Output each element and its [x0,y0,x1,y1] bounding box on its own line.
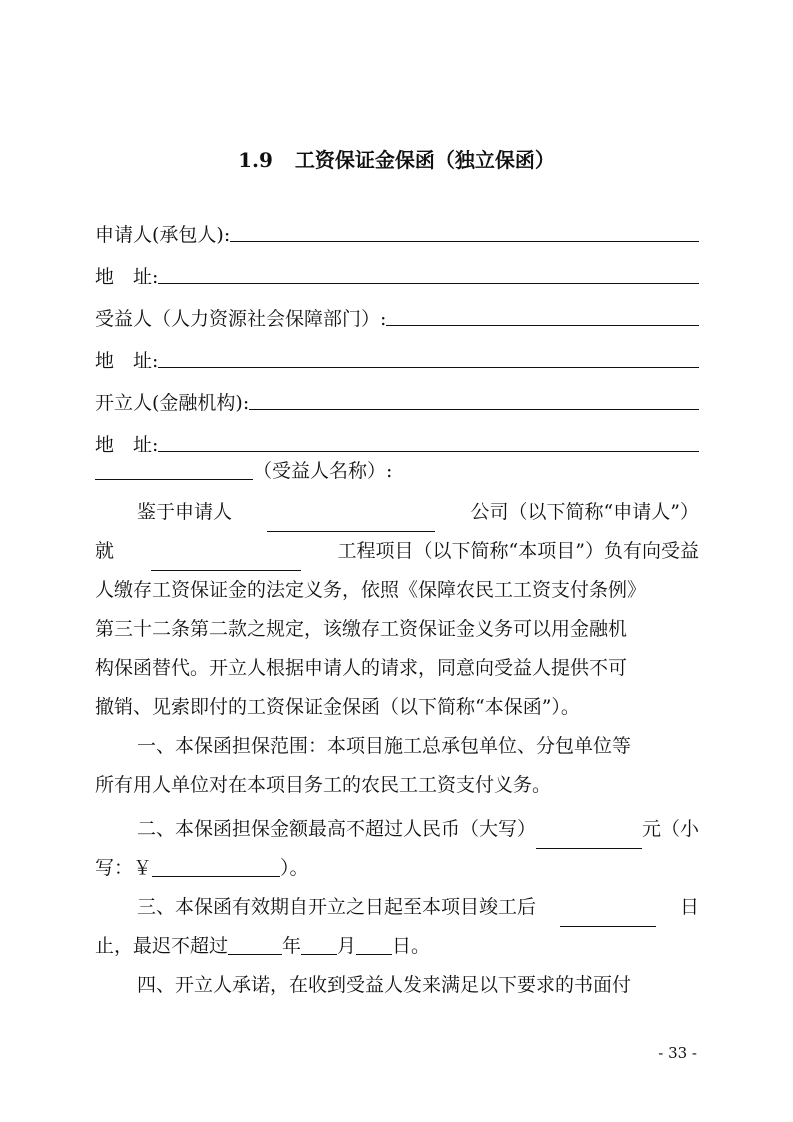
paragraph-amount [95,810,699,888]
applicant-address-label: 地 址: [95,266,159,288]
applicant-address-field [95,260,699,292]
beneficiary-address-label: 地 址: [95,350,159,372]
applicant-field [95,218,699,250]
salutation-line [95,452,699,491]
p5-line1: 四、开立人承诺，在收到受益人发来满足以下要求的书面付 [137,974,632,996]
p4-line2-a: 止，最迟不超过 [95,935,229,957]
p3-line2-a: 写：￥ [95,857,153,879]
p1-line5: 构保函替代。开立人根据申请人的请求，同意向受益人提供不可 [95,657,628,679]
issuer-field [95,386,699,418]
p1-line2-a: 就 [95,540,115,562]
p4-day: 日。 [392,935,431,957]
amount-figures-blank [152,856,280,877]
beneficiary-name-suffix: （受益人名称）: [253,460,393,482]
amount-words-blank [536,828,642,849]
paragraph-scope [95,727,699,805]
project-name-blank [151,550,301,571]
paragraph-preamble [95,493,699,727]
paragraph-validity [95,888,699,966]
p1-line6: 撤销、见索即付的工资保证金保函（以下简称“本保函”）。 [95,696,580,718]
beneficiary-address-blank [158,366,699,368]
p3-line1-b: 元（小 [641,818,699,840]
issuer-label: 开立人(金融机构): [95,392,250,414]
p1-line4: 第三十二条第二款之规定，该缴存工资保证金义务可以用金融机 [95,618,628,640]
month-blank [301,934,337,955]
company-name-blank [267,511,435,532]
title-number: 1.9 [238,148,273,172]
p4-month: 月 [337,935,357,957]
paragraph-commitment [95,966,699,1005]
p2-line1: 一、本保函担保范围：本项目施工总承包单位、分包单位等 [137,735,632,757]
applicant-label: 申请人(承包人): [95,224,231,246]
p3-line2-b: ）。 [280,857,309,879]
beneficiary-address-field [95,344,699,376]
applicant-blank [230,240,699,242]
beneficiary-blank [386,324,699,326]
p4-line1-a: 三、本保函有效期自开立之日起至本项目竣工后 [137,896,537,918]
p1-line2-b: 工程项目（以下简称“本项目”）负有向受益 [337,540,699,562]
beneficiary-label: 受益人（人力资源社会保障部门）: [95,308,387,330]
p1-line3: 人缴存工资保证金的法定义务，依照《保障农民工工资支付条例》 [95,579,647,601]
title-text: 工资保证金保函（独立保函） [294,148,555,172]
p4-line1-b: 日 [679,896,699,918]
days-blank [560,906,656,927]
p1-line1-b: 公司（以下简称“申请人”） [470,501,699,523]
issuer-address-label: 地 址: [95,434,159,456]
page-number: - 33 - [658,1044,697,1062]
beneficiary-name-blank [95,459,253,480]
year-blank [228,934,282,955]
page-title [0,146,793,174]
day-blank [356,934,392,955]
p4-year: 年 [282,935,302,957]
p3-line1-a: 二、本保函担保金额最高不超过人民币（大写） [137,818,537,840]
p2-line2: 所有用人单位对在本项目务工的农民工工资支付义务。 [95,774,552,796]
beneficiary-field [95,302,699,334]
p1-line1-a: 鉴于申请人 [137,501,233,523]
issuer-blank [249,408,699,410]
applicant-address-blank [158,282,699,284]
